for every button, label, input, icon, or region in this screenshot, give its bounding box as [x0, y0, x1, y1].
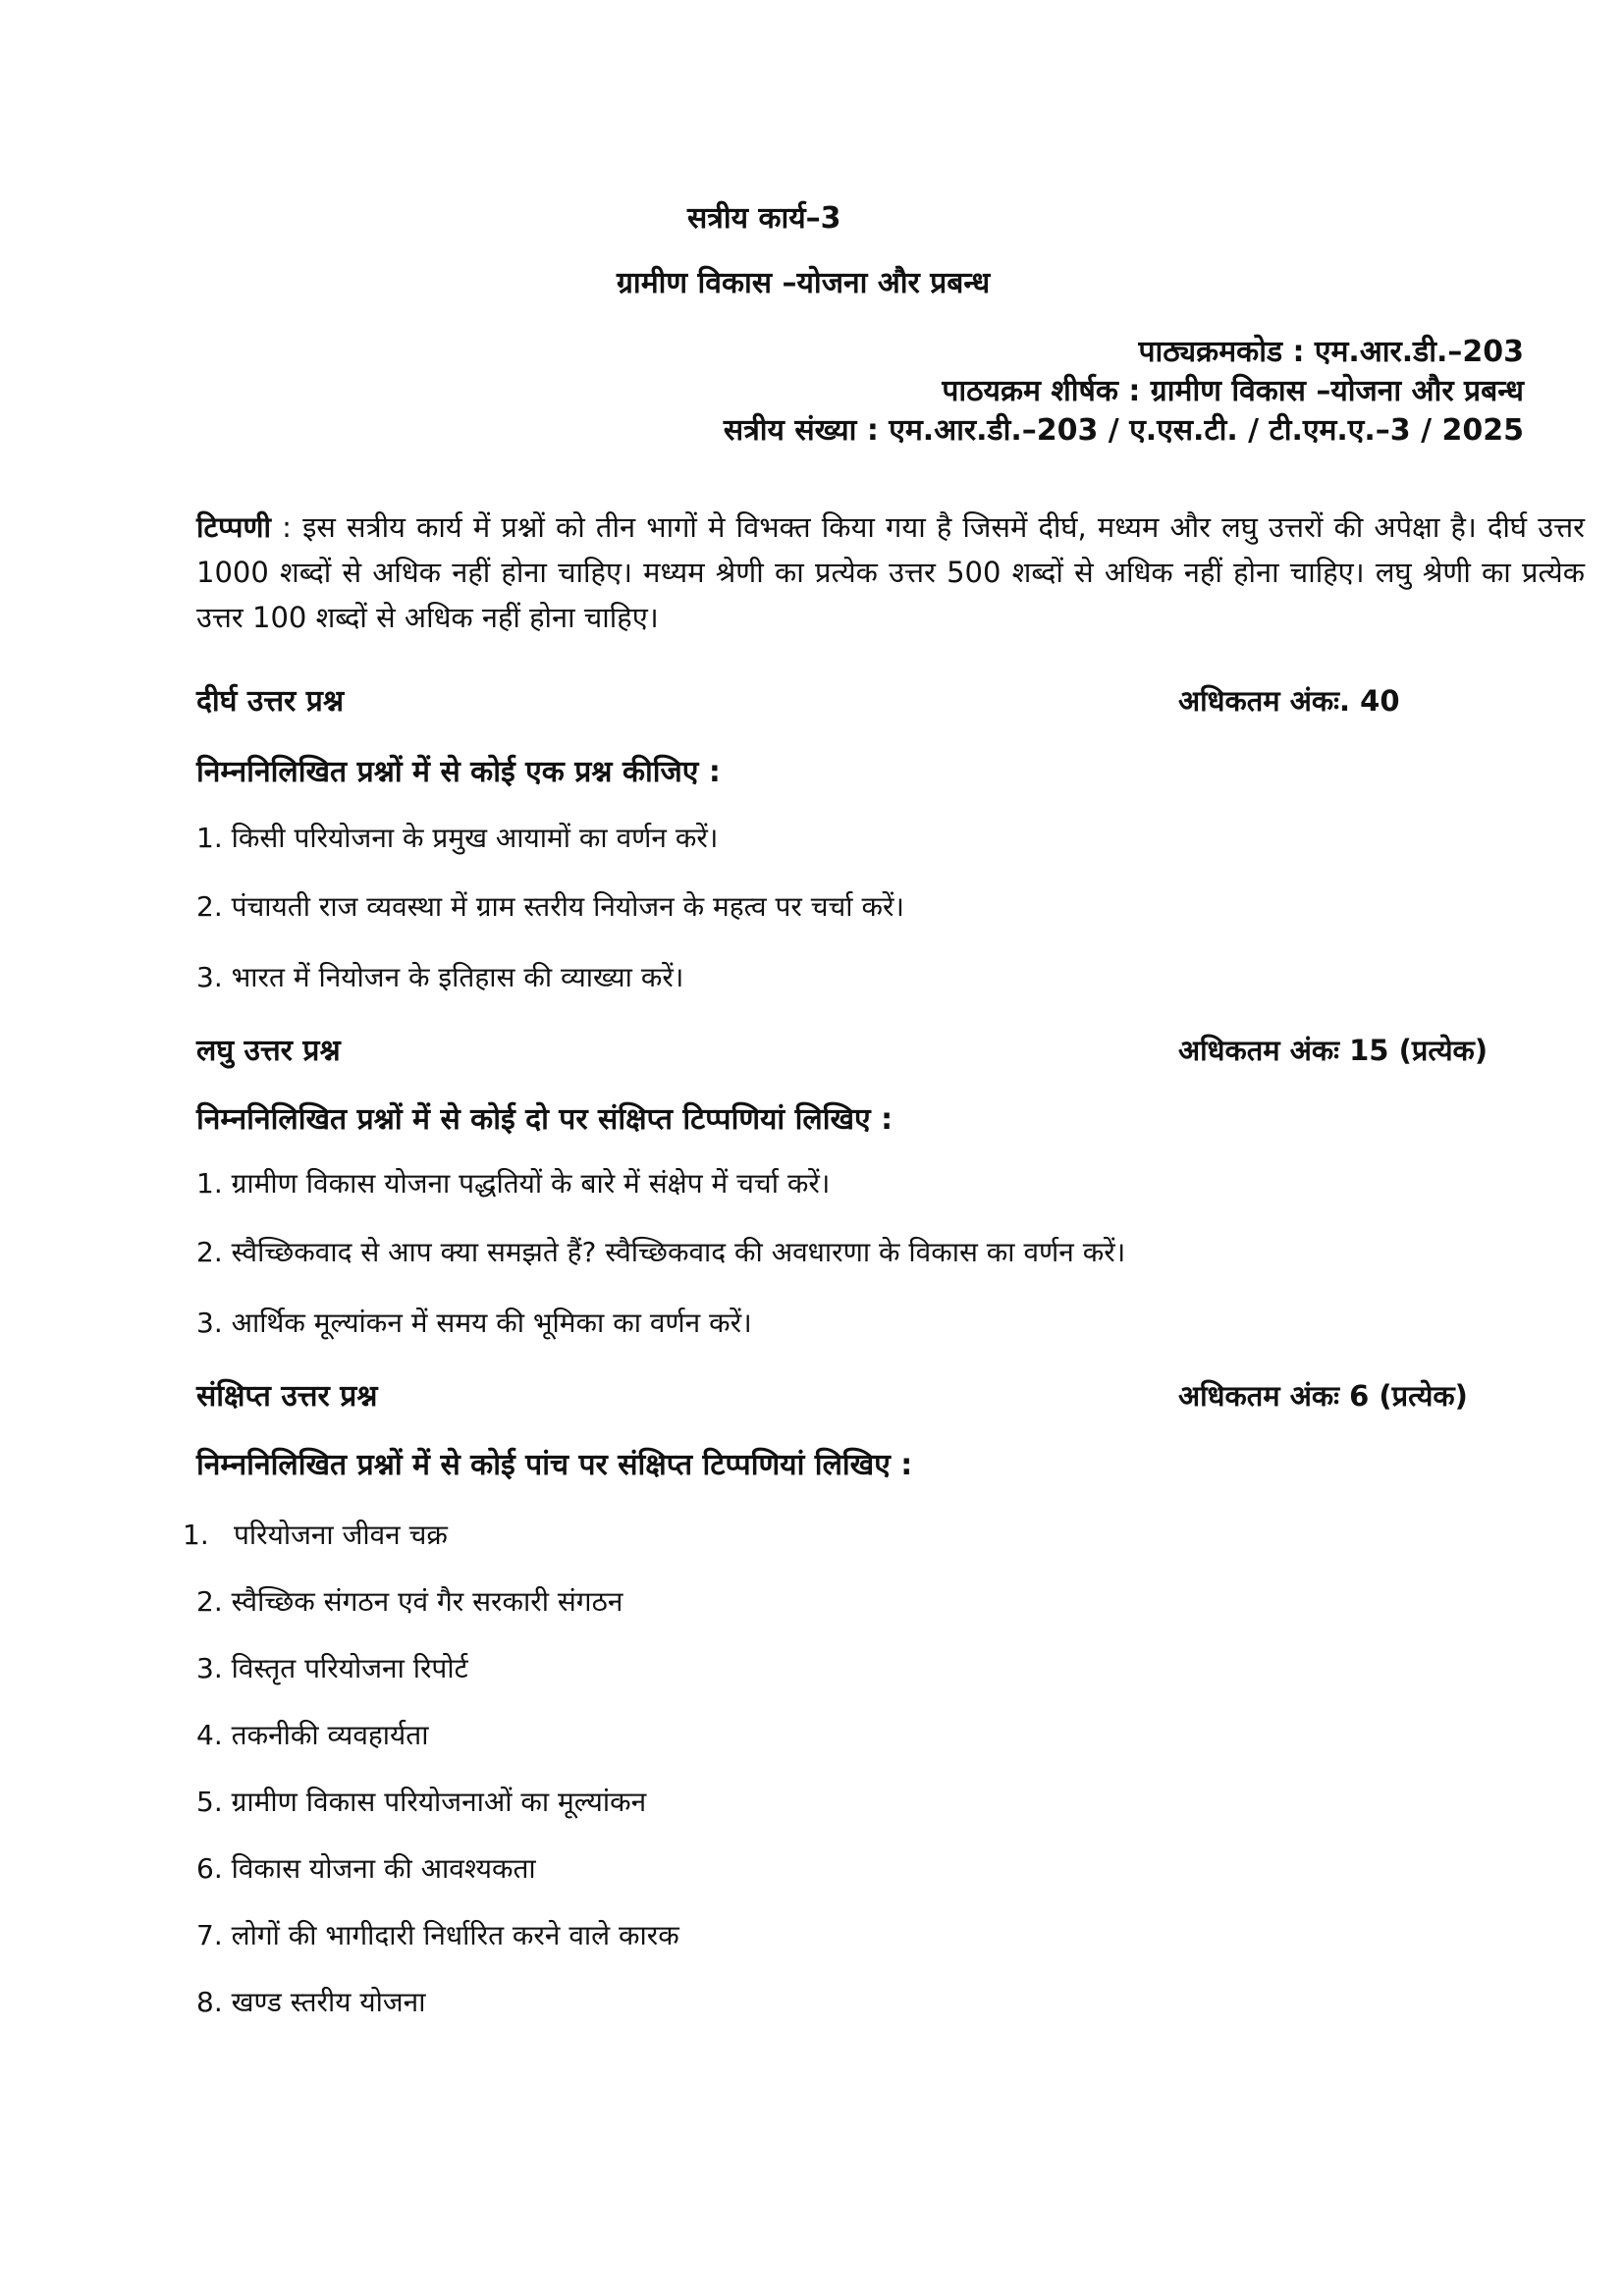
medium-question-1: 1. ग्रामीण विकास योजना पद्धतियों के बारे में संक्षेप में चर्चा करें। [196, 1167, 831, 1200]
medium-question-3: 3. आर्थिक मूल्यांकन में समय की भूमिका का वर्णन करें। [196, 1307, 752, 1339]
long-question-2: 2. पंचायती राज व्यवस्था में ग्राम स्तरीय नियोजन के महत्व पर चर्चा करें। [196, 890, 905, 923]
short-section-heading: संक्षिप्त उत्तर प्रश्न [196, 1379, 378, 1414]
course-heading: पाठयक्रम शीर्षक : ग्रामीण विकास –योजना और प्रबन्ध [942, 374, 1524, 408]
note-text: : इस सत्रीय कार्य में प्रश्नों को तीन भागों मे विभक्त किया गया है जिसमें दीर्घ, मध्यम और लघु उत्तरों की अपेक्षा है। दीर्घ उत्तर 1000 शब्दों से अधिक नहीं होना चाहिए। मध्यम श्रेणी का प्रत्येक उत्तर 500 शब्दों से अधिक नहीं होना चाहिए। लघु श्रेणी का प्रत्येक उत्तर 100 शब्दों से अधिक नहीं होना चाहिए। [196, 510, 1585, 634]
medium-section-instruction: निम्ननिलिखित प्रश्नों में से कोई दो पर संक्षिप्त टिप्पणियां लिखिए : [196, 1102, 893, 1137]
long-section-instruction: निम्ननिलिखित प्रश्नों में से कोई एक प्रश्न कीजिए : [196, 755, 721, 789]
short-question-6: 6. विकास योजना की आवश्यकता [196, 1852, 536, 1885]
short-section-instruction: निम्ननिलिखित प्रश्नों में से कोई पांच पर संक्षिप्त टिप्पणियां लिखिए : [196, 1448, 913, 1482]
long-question-3: 3. भारत में नियोजन के इतिहास की व्याख्या करें। [196, 961, 684, 993]
short-section-marks: अधिकतम अंकः 6 (प्रत्येक) [1178, 1379, 1468, 1413]
long-section-marks: अधिकतम अंकः. 40 [1178, 684, 1400, 718]
note-label: टिप्पणी [196, 510, 272, 544]
medium-section-heading: लघु उत्तर प्रश्न [196, 1034, 341, 1068]
short-question-1-number: 1. [183, 1519, 209, 1551]
short-question-4: 4. तकनीकी व्यवहार्यता [196, 1719, 429, 1751]
short-question-2: 2. स्वैच्छिक संगठन एवं गैर सरकारी संगठन [196, 1585, 623, 1618]
medium-question-2: 2. स्वैच्छिकवाद से आप क्या समझते हैं? स्वैच्छिकवाद की अवधारणा के विकास का वर्णन करें। [196, 1236, 1126, 1268]
short-question-7: 7. लोगों की भागीदारी निर्धारित करने वाले कारक [196, 1919, 679, 1951]
short-question-1-text: परियोजना जीवन चक्र [234, 1519, 448, 1551]
assignment-title: सत्रीय कार्य–3 [687, 201, 841, 236]
long-section-heading: दीर्घ उत्तर प्रश्न [196, 684, 345, 719]
course-code: पाठ्यक्रमकोड : एम.आर.डी.–203 [1138, 335, 1524, 369]
short-question-5: 5. ग्रामीण विकास परियोजनाओं का मूल्यांकन [196, 1786, 647, 1818]
course-title: ग्रामीण विकास –योजना और प्रबन्ध [617, 266, 991, 300]
note-paragraph [196, 505, 1585, 640]
short-question-1 [183, 1516, 448, 1553]
short-question-8: 8. खण्ड स्तरीय योजना [196, 1986, 426, 2018]
medium-section-marks: अधिकतम अंकः 15 (प्रत्येक) [1178, 1034, 1489, 1067]
assignment-number: सत्रीय संख्या : एम.आर.डी.–203 / ए.एस.टी. / टी.एम.ए.–3 / 2025 [723, 413, 1524, 448]
long-question-1: 1. किसी परियोजना के प्रमुख आयामों का वर्णन करें। [196, 822, 719, 854]
short-question-3: 3. विस्तृत परियोजना रिपोर्ट [196, 1652, 468, 1684]
